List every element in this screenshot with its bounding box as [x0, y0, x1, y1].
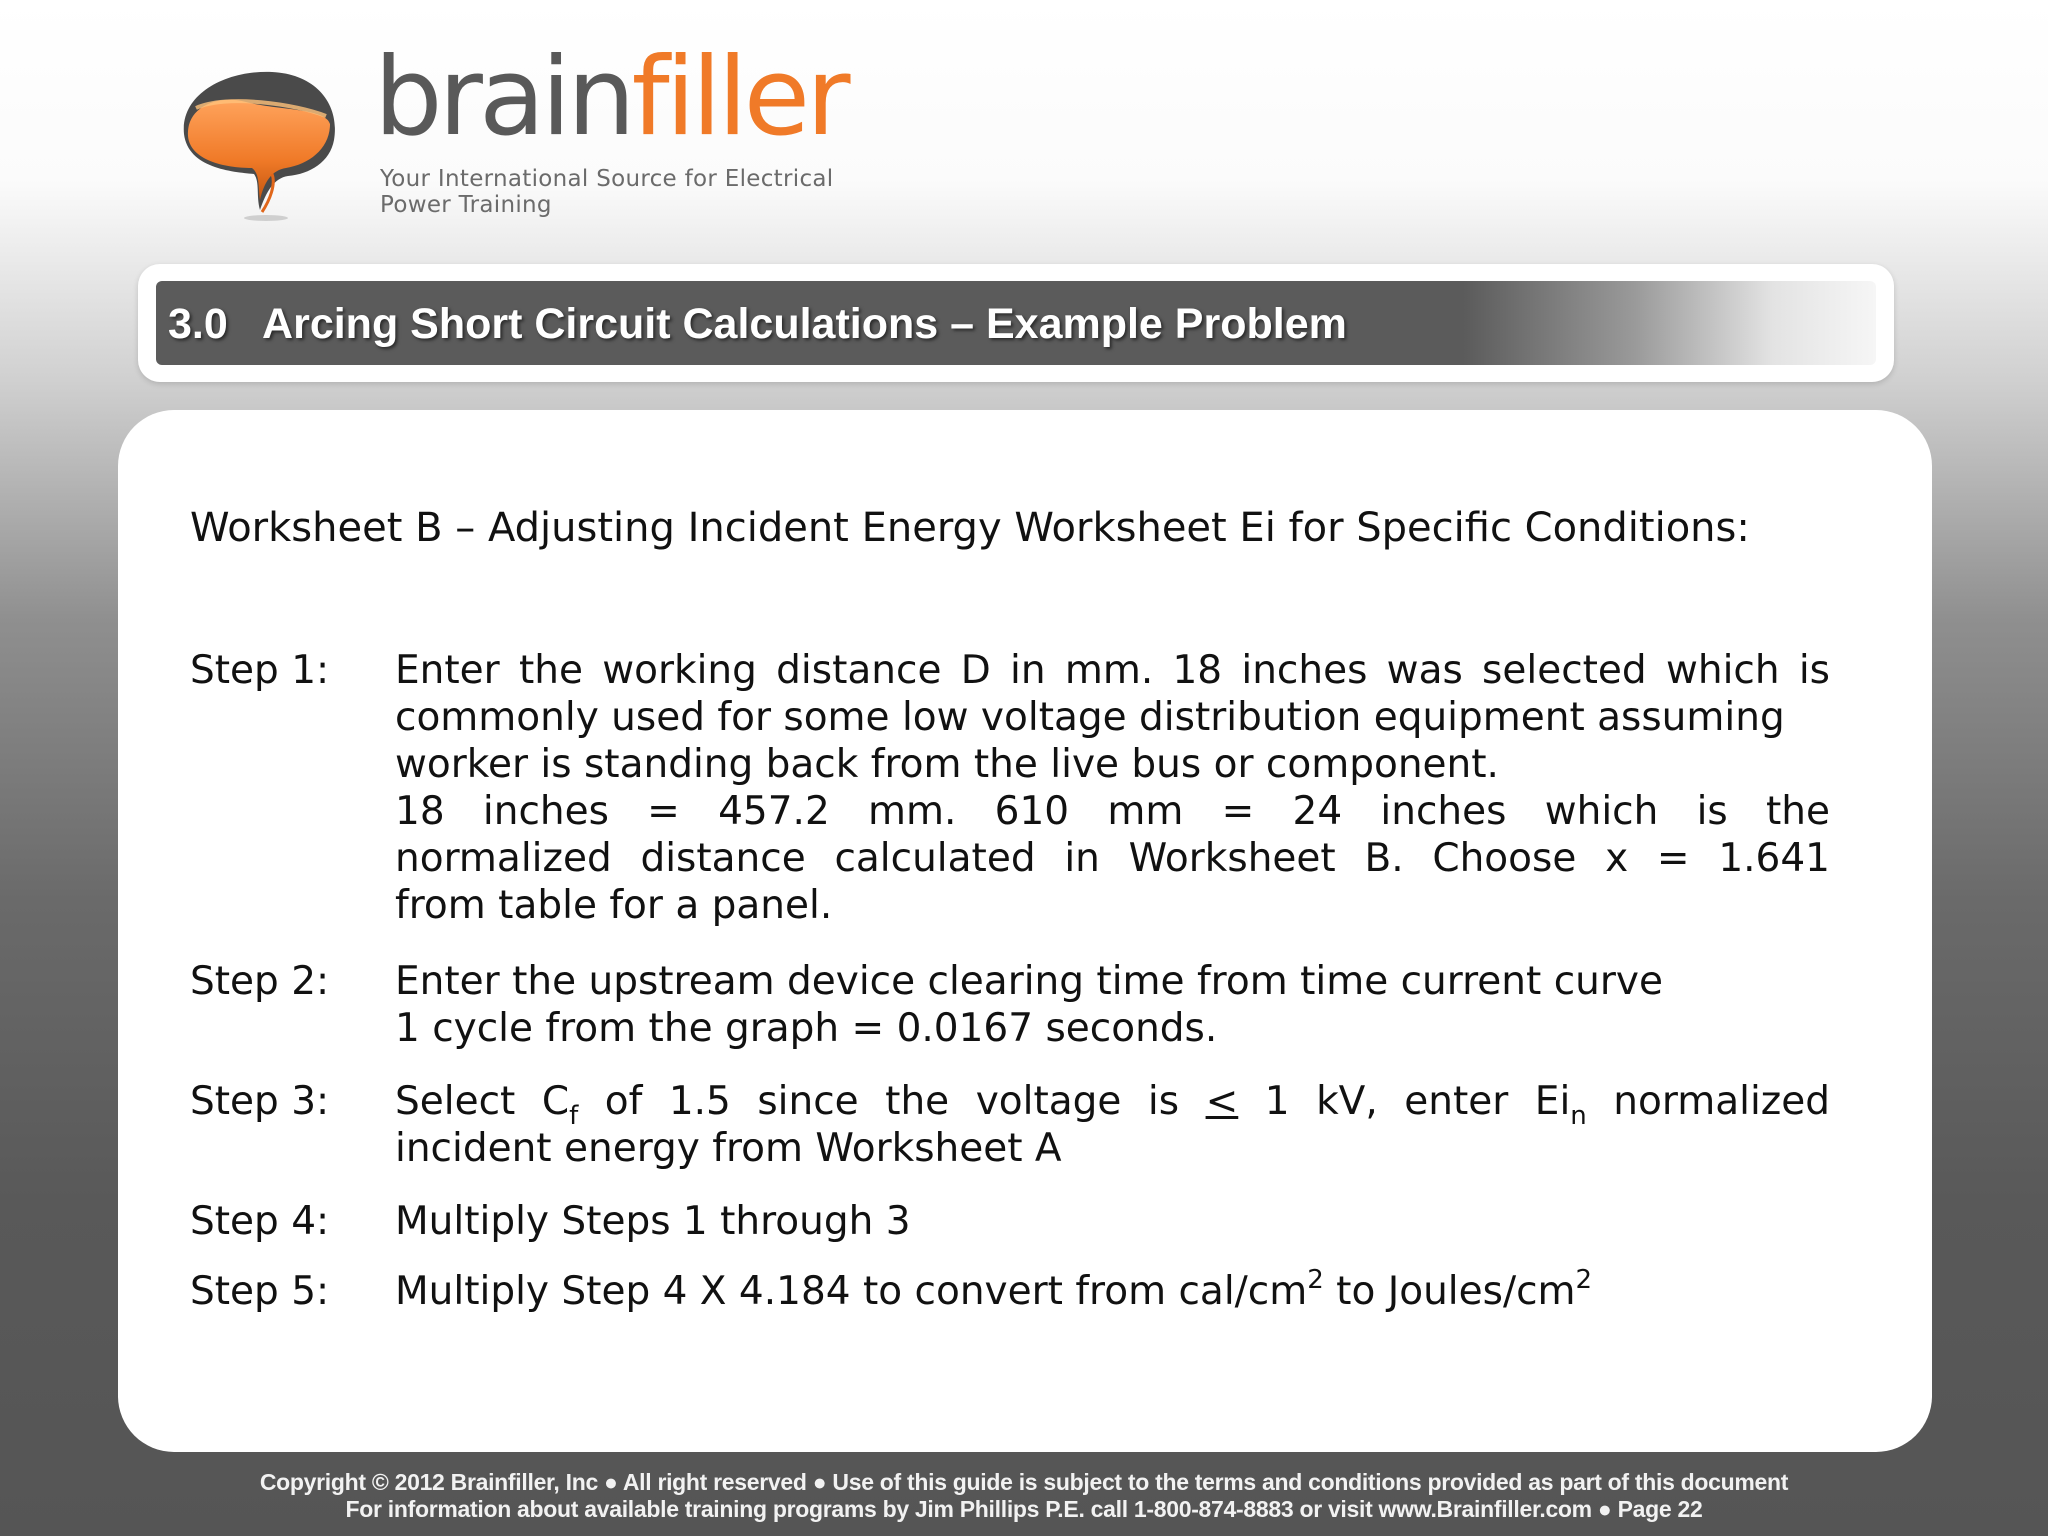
step-2	[190, 958, 1830, 1052]
section-title-text: Arcing Short Circuit Calculations – Example Problem	[262, 300, 1347, 348]
tagline-line-1: Your International Source for Electrical	[380, 166, 834, 192]
superscript: 2	[1307, 1265, 1324, 1295]
step-label: Step 5:	[190, 1269, 330, 1314]
step-label: Step 1:	[190, 648, 330, 693]
step-text: of 1.5 since the voltage is	[578, 1079, 1206, 1124]
section-number: 3.0	[168, 300, 228, 348]
brand-wordmark-part1: brain	[374, 35, 632, 160]
footer-copyright: Copyright © 2012 Brainfiller, Inc ● All right reserved ● Use of this guide is subject to the terms and conditions provided as part of this document	[259, 1469, 1789, 1495]
step-label: Step 2:	[190, 959, 330, 1004]
step-line: Enter the upstream device clearing time from time current curve	[395, 959, 1663, 1004]
step-text: to Joules/cm	[1323, 1269, 1576, 1314]
step-1	[190, 647, 1830, 929]
brainfiller-logo-icon	[176, 64, 340, 224]
subscript-n: n	[1570, 1101, 1587, 1131]
step-line: commonly used for some low voltage distribution equipment assuming	[395, 695, 1785, 740]
worksheet-heading: Worksheet B – Adjusting Incident Energy Worksheet Ei for Specific Conditions:	[190, 505, 1750, 551]
step-line	[395, 1078, 1830, 1131]
step-text: normalized	[1586, 1079, 1830, 1124]
step-5	[190, 1265, 1830, 1315]
footer-contact: For information about available training programs by Jim Phillips P.E. call 1-800-874-8883 or visit www.Brainfiller.com ● Page 22	[345, 1496, 1703, 1522]
less-equal-symbol: <	[1205, 1079, 1239, 1124]
brand-wordmark	[374, 35, 847, 160]
step-line: Multiply Steps 1 through 3	[395, 1199, 911, 1244]
superscript: 2	[1575, 1265, 1593, 1295]
step-text: Select C	[395, 1079, 570, 1124]
step-text: 1 kV, enter Ei	[1238, 1079, 1571, 1124]
step-3	[190, 1078, 1830, 1172]
section-title	[168, 297, 1347, 351]
step-body	[395, 647, 1830, 929]
step-line: normalized distance calculated in Worksheet B. Choose x = 1.641	[395, 836, 1830, 881]
tagline-line-2: Power Training	[380, 192, 552, 218]
step-line: 1 cycle from the graph = 0.0167 seconds.	[395, 1006, 1218, 1051]
brand-wordmark-part2: filler	[631, 35, 847, 160]
step-4	[190, 1198, 1830, 1245]
step-body	[395, 1265, 1830, 1315]
subscript-f: f	[569, 1101, 579, 1131]
step-body	[395, 1198, 1830, 1245]
step-text: Multiply Step 4 X 4.184 to convert from cal/cm	[395, 1269, 1308, 1314]
step-line	[395, 1265, 1830, 1315]
step-line: incident energy from Worksheet A	[395, 1126, 1062, 1171]
step-line: from table for a panel.	[395, 883, 833, 928]
step-line: Enter the working distance D in mm. 18 inches was selected which is	[395, 648, 1830, 693]
step-body	[395, 958, 1830, 1052]
step-body	[395, 1078, 1830, 1172]
step-line: worker is standing back from the live bus or component.	[395, 742, 1499, 787]
step-label: Step 4:	[190, 1199, 330, 1244]
step-label: Step 3:	[190, 1079, 330, 1124]
step-line: 18 inches = 457.2 mm. 610 mm = 24 inches which is the	[395, 789, 1830, 834]
brand-tagline	[380, 166, 833, 218]
